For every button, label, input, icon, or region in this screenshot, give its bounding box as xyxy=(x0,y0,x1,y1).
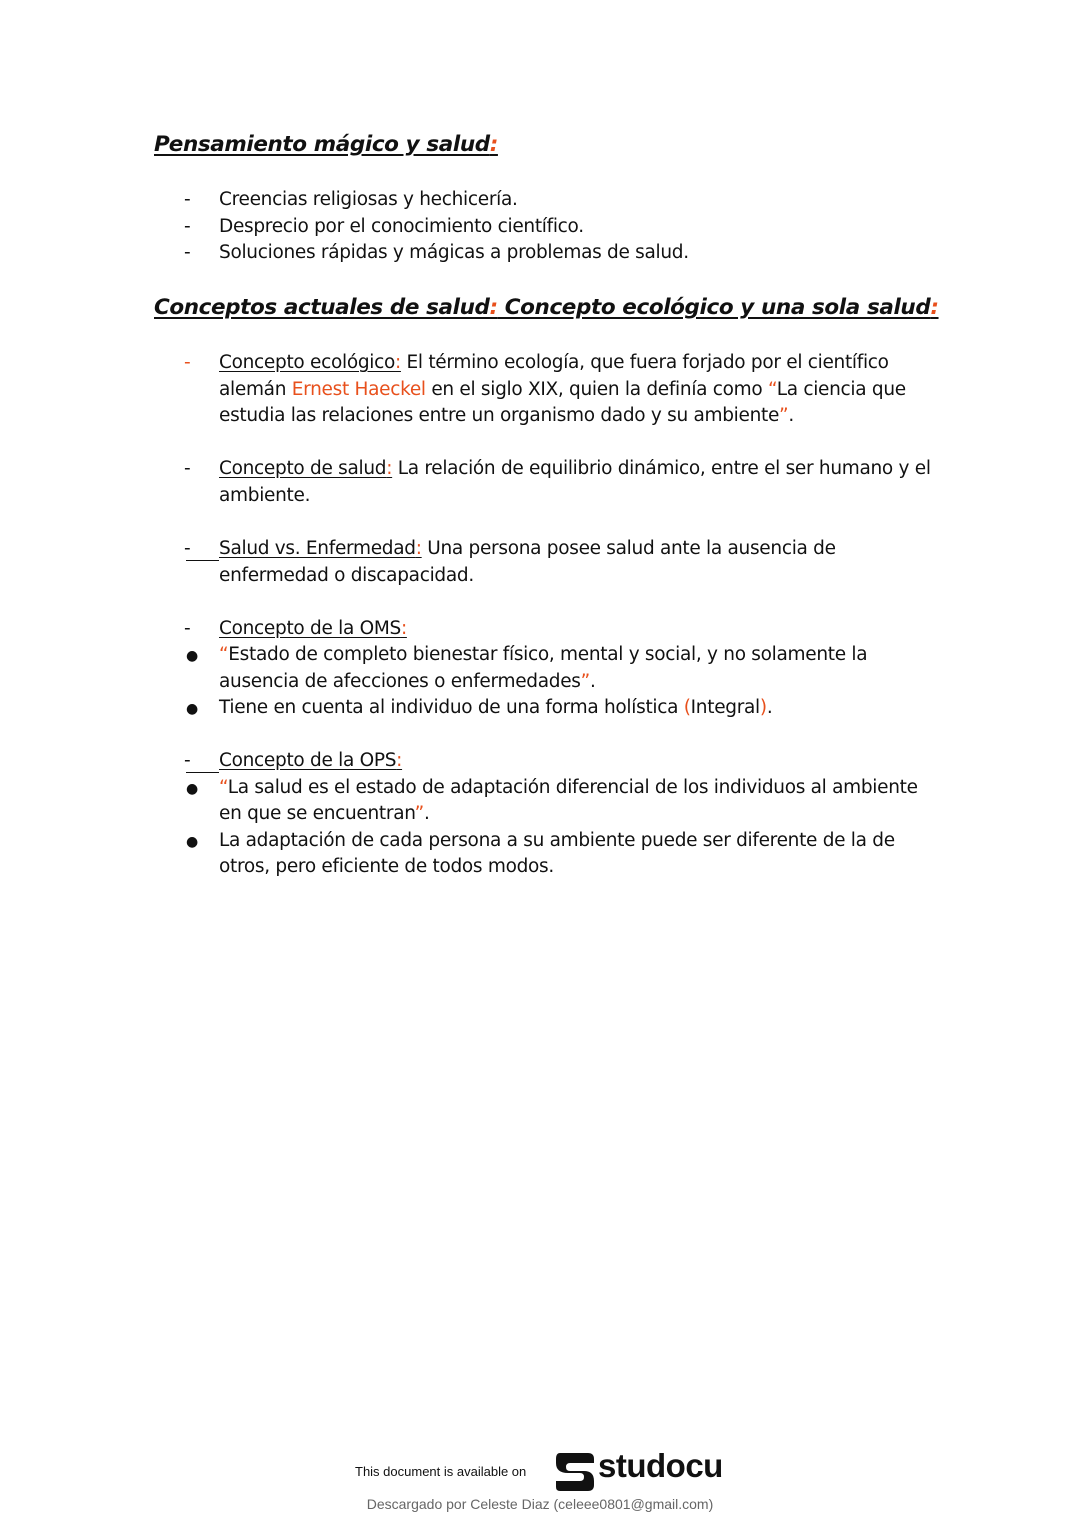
salud-vs-line-1: Salud vs. Enfermedad: Una persona posee salud ante la ausencia de xyxy=(219,538,836,559)
underline-rule xyxy=(186,772,219,773)
list-marker-dash: - xyxy=(184,189,191,210)
oms-bullet-2: Tiene en cuenta al individuo de una forma holística (Integral). xyxy=(219,697,773,718)
heading-colon: : xyxy=(489,132,498,157)
bullet-marker: ● xyxy=(186,834,199,850)
footer-available-text: This document is available on xyxy=(355,1464,527,1479)
heading-colon: : xyxy=(930,295,939,320)
list-marker-dash: - xyxy=(184,458,191,479)
heading-text-b: Concepto ecológico y una sola salud xyxy=(497,295,931,320)
ecologico-line-2: alemán Ernest Haeckel en el siglo XIX, quien la definía como “La ciencia que xyxy=(219,379,906,400)
ops-bullet-2-line-1: La adaptación de cada persona a su ambiente puede ser diferente de la de xyxy=(219,830,895,851)
list-marker-dash: - xyxy=(184,618,191,639)
bullet-marker: ● xyxy=(186,701,199,717)
heading-colon: : xyxy=(489,295,498,320)
list-item: Creencias religiosas y hechicería. xyxy=(219,189,518,210)
studocu-logo-text[interactable]: studocu xyxy=(598,1447,723,1484)
oms-bullet-1-line-1: “Estado de completo bienestar físico, mental y social, y no solamente la xyxy=(219,644,868,665)
concept-label: Concepto de la OMS: xyxy=(219,618,407,639)
salud-line-2: ambiente. xyxy=(219,485,311,506)
list-marker-dash: - xyxy=(184,242,191,263)
list-item: Soluciones rápidas y mágicas a problemas de salud. xyxy=(219,242,689,263)
ecologico-line-1: Concepto ecológico: El término ecología, que fuera forjado por el científico xyxy=(219,352,889,373)
studocu-logo-icon[interactable] xyxy=(554,1450,596,1494)
salud-vs-line-2: enfermedad o discapacidad. xyxy=(219,565,474,586)
ecologico-line-3: estudia las relaciones entre un organismo dado y su ambiente”. xyxy=(219,405,794,426)
downloaded-by-text: Descargado por Celeste Diaz (celeee0801@gmail.com) xyxy=(366,1496,714,1512)
bullet-marker: ● xyxy=(186,781,199,797)
highlighted-name: Ernest Haeckel xyxy=(291,379,426,400)
list-marker-dash: - xyxy=(184,750,191,771)
oms-heading xyxy=(219,618,407,639)
ops-bullet-1-line-1: “La salud es el estado de adaptación diferencial de los individuos al ambiente xyxy=(219,777,918,798)
underline-rule xyxy=(186,560,219,561)
salud-line-1: Concepto de salud: La relación de equilibrio dinámico, entre el ser humano y el xyxy=(219,458,931,479)
list-marker-dash: - xyxy=(184,216,191,237)
list-marker-dash: - xyxy=(184,352,191,373)
section-heading-pensamiento xyxy=(154,132,498,157)
section-heading-conceptos xyxy=(154,295,939,320)
ops-bullet-2-line-2: otros, pero eficiente de todos modos. xyxy=(219,856,554,877)
concept-label: Concepto de salud: xyxy=(219,458,393,479)
ops-bullet-1-line-2: en que se encuentran”. xyxy=(219,803,430,824)
concept-label: Salud vs. Enfermedad: xyxy=(219,538,422,559)
oms-bullet-1-line-2: ausencia de afecciones o enfermedades”. xyxy=(219,671,596,692)
bullet-marker: ● xyxy=(186,648,199,664)
concept-label: Concepto de la OPS: xyxy=(219,750,403,771)
concept-label: Concepto ecológico: xyxy=(219,352,401,373)
heading-text: Pensamiento mágico y salud xyxy=(154,132,490,157)
heading-text-a: Conceptos actuales de salud xyxy=(154,295,490,320)
list-marker-dash: - xyxy=(184,538,191,559)
list-item: Desprecio por el conocimiento científico. xyxy=(219,216,584,237)
ops-heading xyxy=(219,750,402,771)
